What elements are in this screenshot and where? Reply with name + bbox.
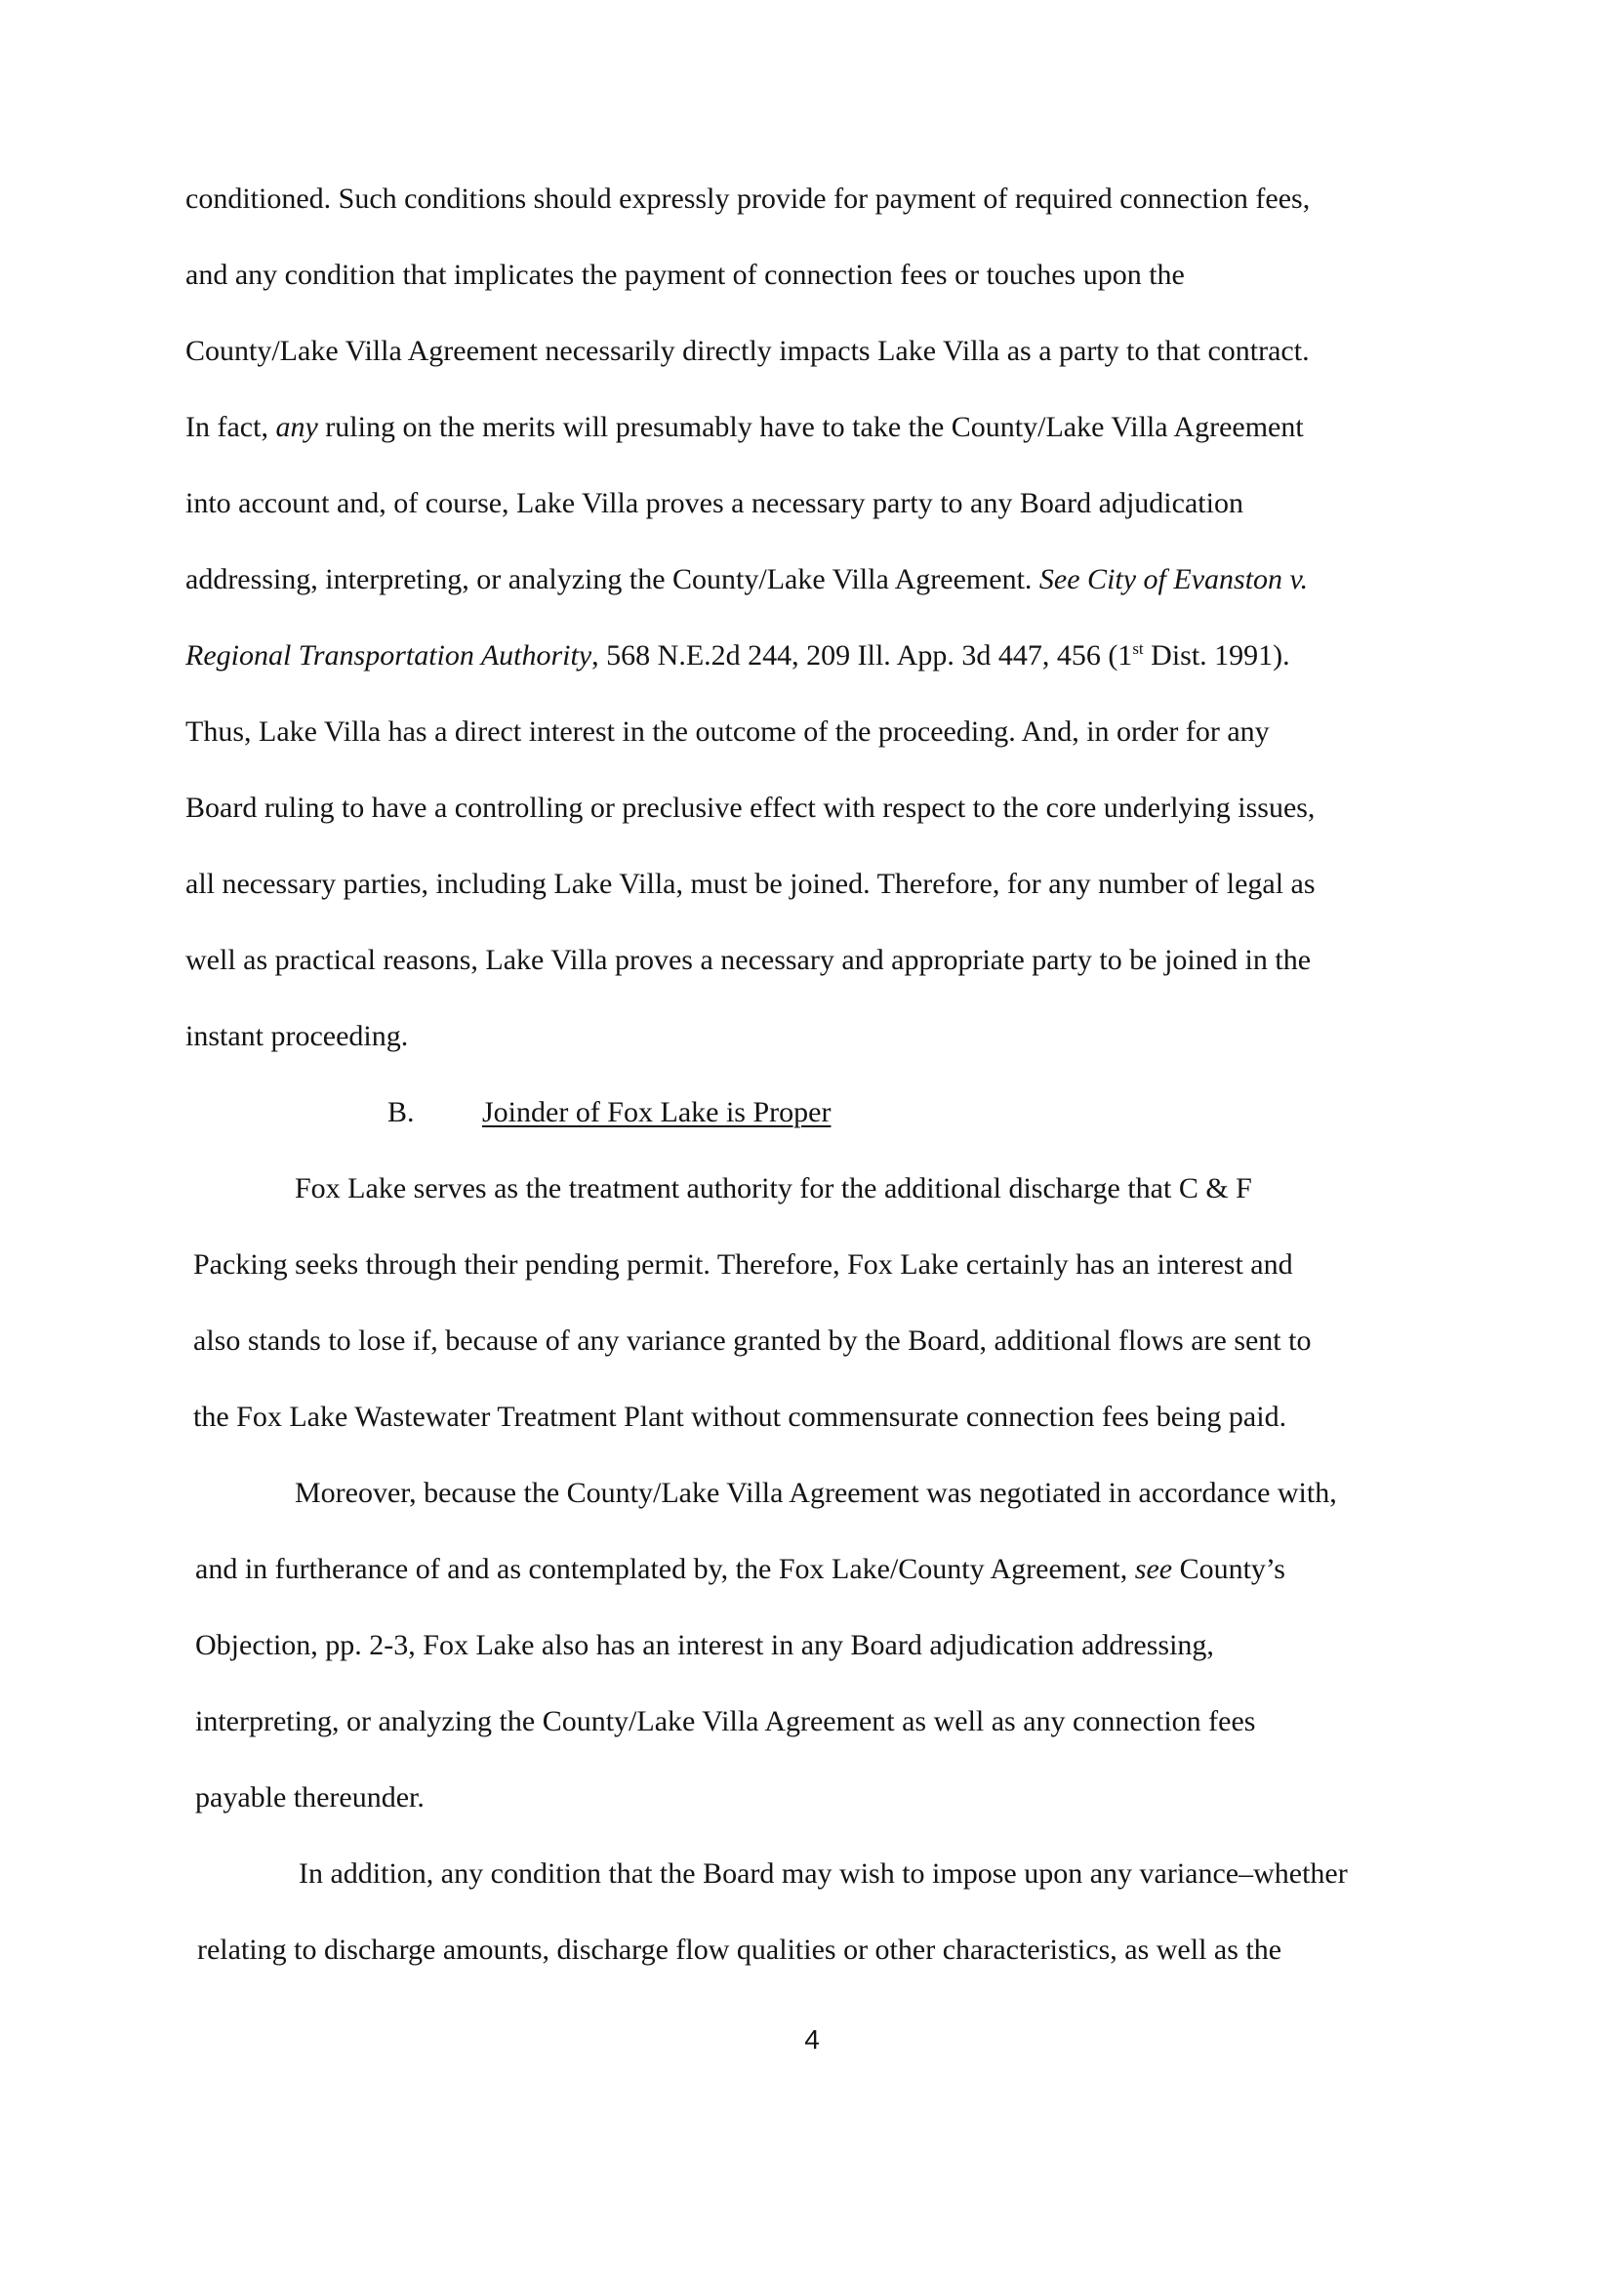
paragraph-a-line-5: into account and, of course, Lake Villa proves a necessary party to any Board adjudication — [185, 487, 1243, 519]
paragraph-a-line-3: County/Lake Villa Agreement necessarily directly impacts Lake Villa as a party to that contract. — [185, 335, 1310, 367]
paragraph-b2-line-1: Moreover, because the County/Lake Villa Agreement was negotiated in accordance with, — [295, 1477, 1337, 1509]
paragraph-b3-line-2: relating to discharge amounts, discharge flow qualities or other characteristics, as well as the — [197, 1934, 1282, 1966]
paragraph-b2-line-3: Objection, pp. 2-3, Fox Lake also has an interest in any Board adjudication addressing, — [195, 1629, 1214, 1661]
text-span: County’s — [1172, 1553, 1285, 1585]
paragraph-a-line-12: instant proceeding. — [185, 1020, 409, 1052]
ordinal-superscript: st — [1132, 639, 1144, 658]
text-span: and in furtherance of and as contemplated by, the Fox Lake/County Agreement, — [195, 1553, 1135, 1585]
paragraph-b3-line-1: In addition, any condition that the Board may wish to impose upon any variance–whether — [299, 1857, 1348, 1890]
citation-reporter: , 568 N.E.2d 244, 209 Ill. App. 3d 447, 456 (1 — [591, 639, 1133, 672]
paragraph-a-line-9: Board ruling to have a controlling or preclusive effect with respect to the core underlying issues, — [185, 792, 1316, 824]
paragraph-b2-line-2 — [195, 1550, 1285, 1589]
paragraph-b1-line-2: Packing seeks through their pending permit. Therefore, Fox Lake certainly has an interest and — [193, 1248, 1293, 1281]
paragraph-a-line-4 — [185, 408, 1304, 447]
paragraph-a-line-7 — [185, 636, 1290, 675]
text-span: addressing, interpreting, or analyzing the County/Lake Villa Agreement. — [185, 563, 1039, 595]
paragraph-a-line-6 — [185, 560, 1308, 599]
paragraph-b1-line-1: Fox Lake serves as the treatment authority for the additional discharge that C & F — [295, 1172, 1252, 1204]
paragraph-a-line-1: conditioned. Such conditions should expressly provide for payment of required connection fees, — [185, 183, 1311, 215]
paragraph-b2-line-5: payable thereunder. — [195, 1781, 425, 1813]
emphasis-any: any — [275, 411, 318, 443]
section-title: Joinder of Fox Lake is Proper — [482, 1096, 832, 1128]
paragraph-b1-line-3: also stands to lose if, because of any variance granted by the Board, additional flows are sent to — [193, 1324, 1312, 1357]
paragraph-a-line-8: Thus, Lake Villa has a direct interest in the outcome of the proceeding. And, in order for any — [185, 715, 1270, 748]
text-span: ruling on the merits will presumably have to take the County/Lake Villa Agreement — [317, 411, 1304, 443]
paragraph-a-line-10: all necessary parties, including Lake Villa, must be joined. Therefore, for any number of legal as — [185, 868, 1316, 900]
signal-see: see — [1134, 1553, 1173, 1585]
text-span: In fact, — [185, 411, 276, 443]
section-letter: B. — [387, 1096, 415, 1128]
paragraph-a-line-2: and any condition that implicates the payment of connection fees or touches upon the — [185, 259, 1185, 291]
page-number: 4 — [804, 2024, 820, 2055]
citation-italic: See City of Evanston v. — [1038, 563, 1309, 595]
paragraph-a-line-11: well as practical reasons, Lake Villa proves a necessary and appropriate party to be joined in the — [185, 944, 1312, 976]
citation-court-year: Dist. 1991). — [1143, 639, 1290, 672]
paragraph-b1-line-4: the Fox Lake Wastewater Treatment Plant without commensurate connection fees being paid. — [193, 1401, 1287, 1433]
citation-case-name: Regional Transportation Authority — [185, 639, 592, 672]
paragraph-b2-line-4: interpreting, or analyzing the County/Lake Villa Agreement as well as any connection fees — [195, 1705, 1256, 1737]
